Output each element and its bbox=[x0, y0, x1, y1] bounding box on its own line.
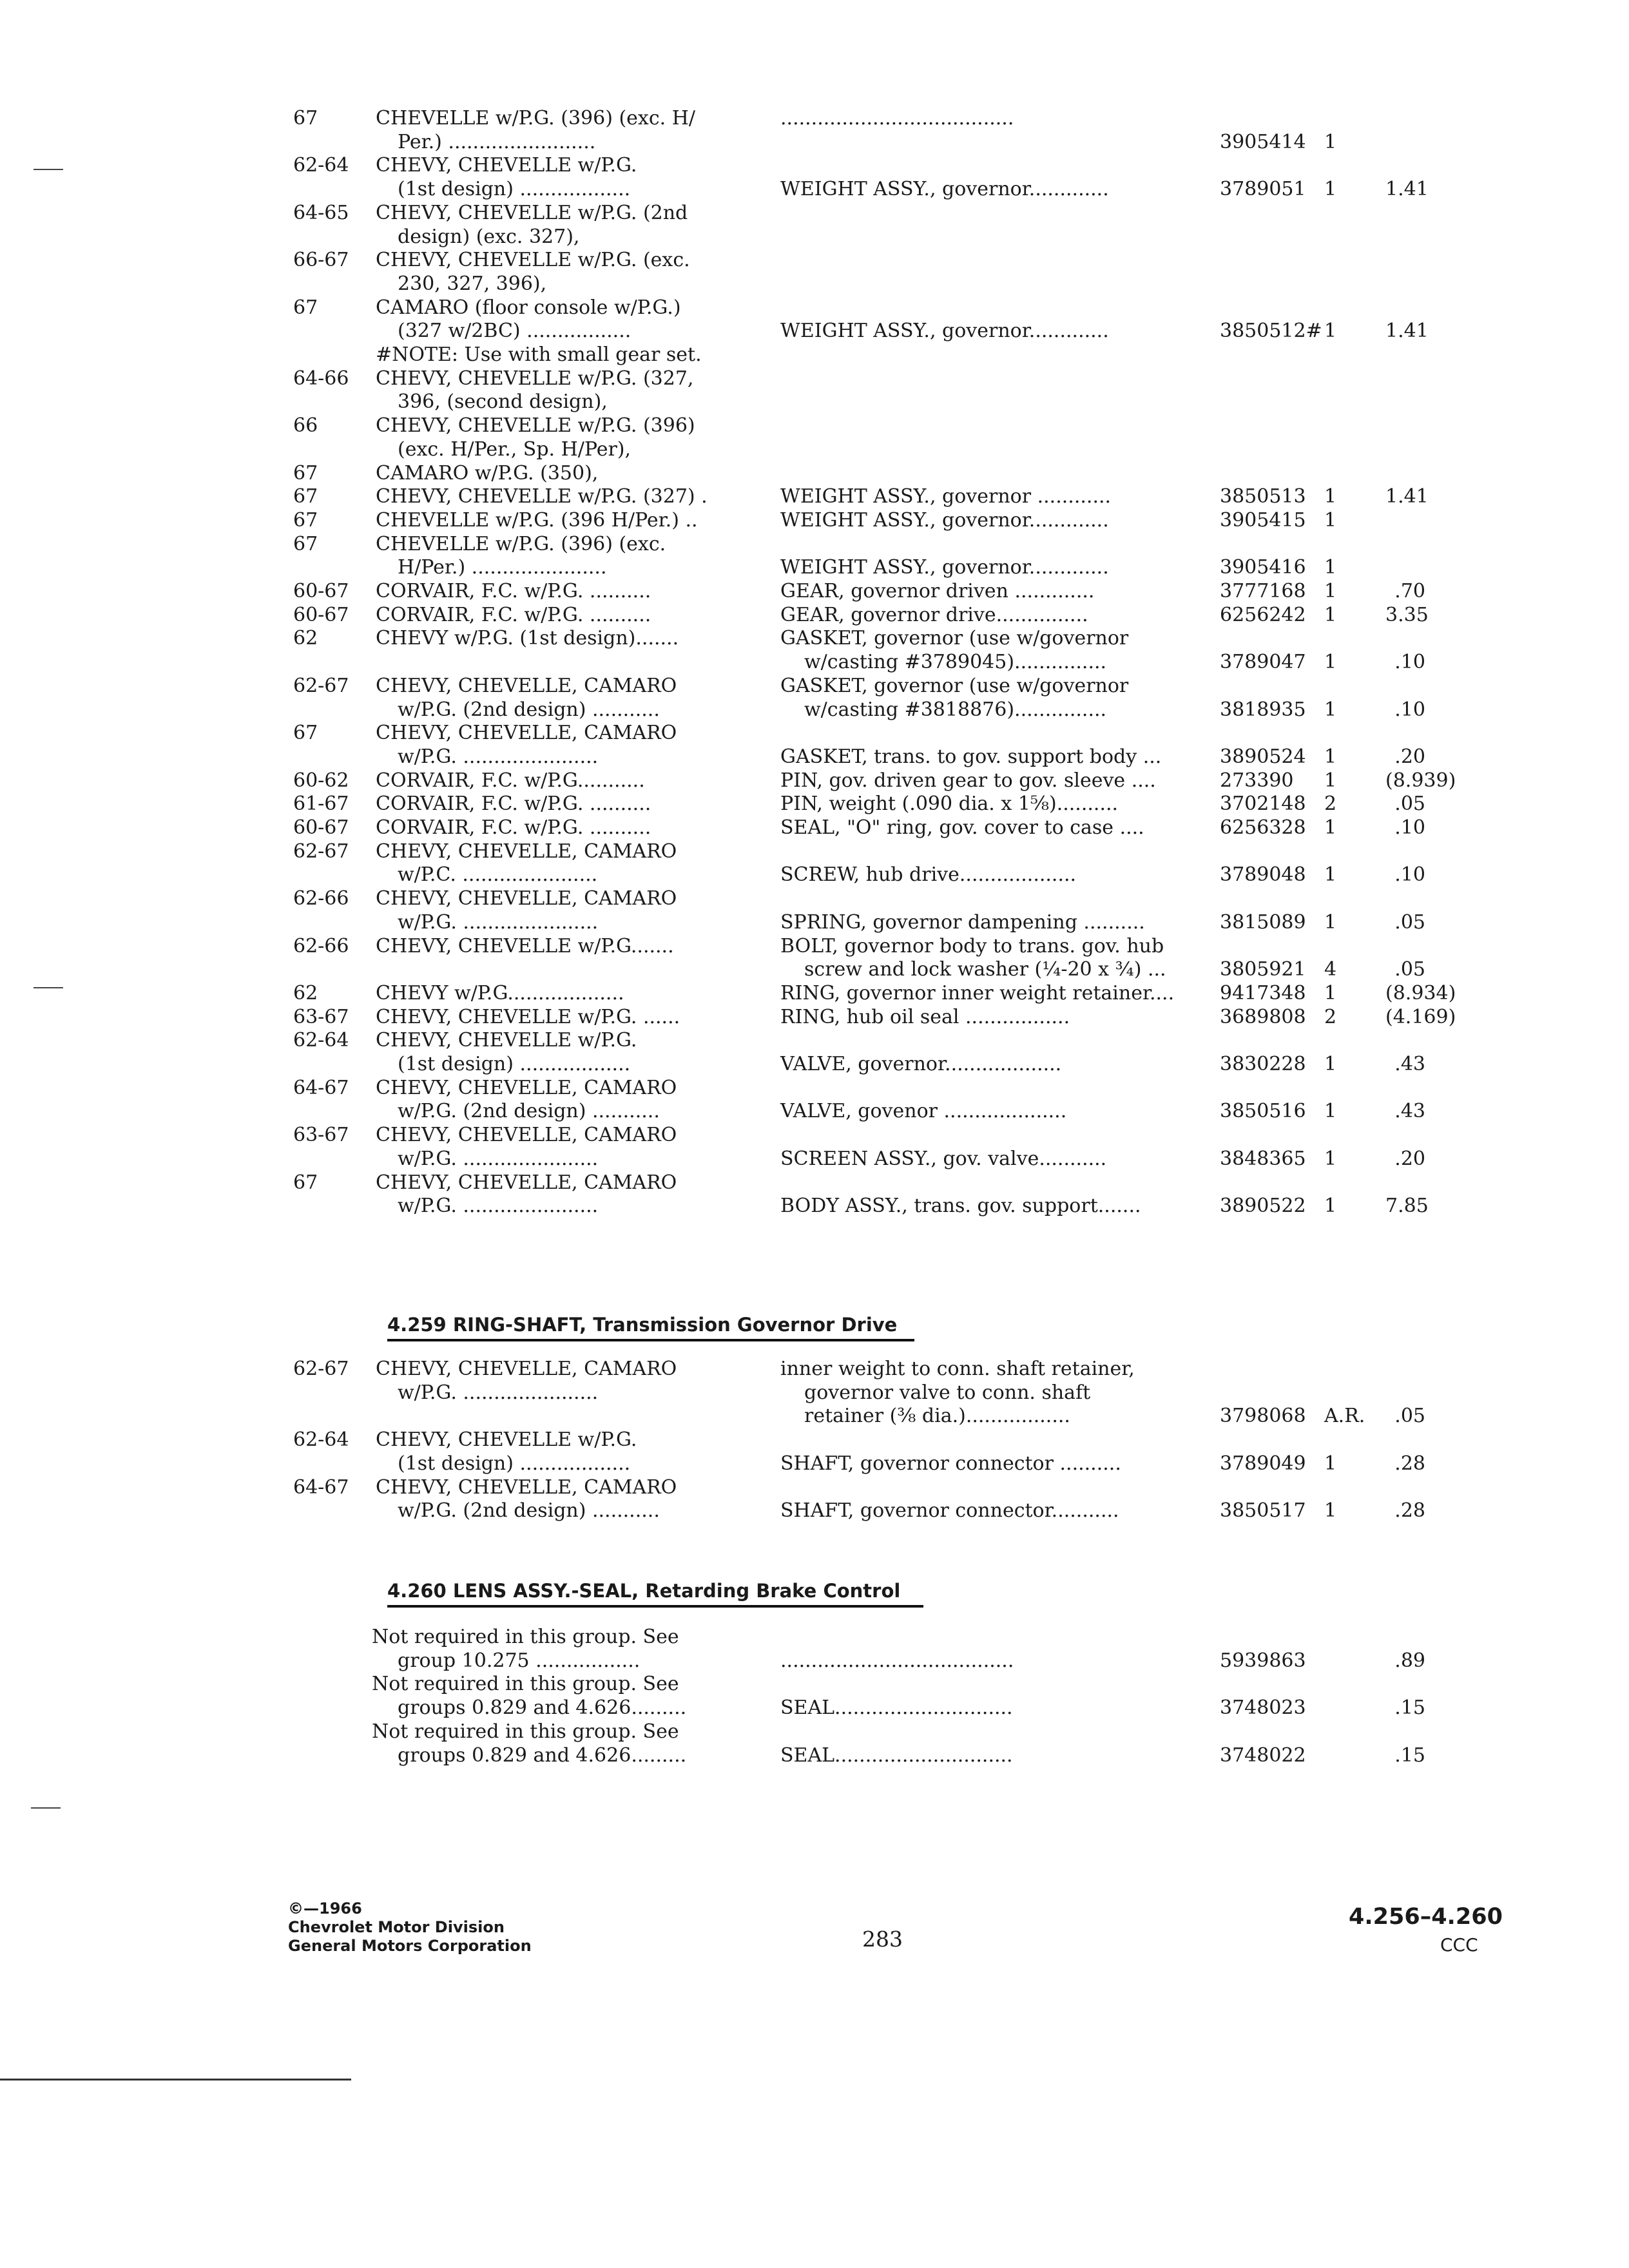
row-application: (1st design) .................. bbox=[398, 178, 631, 201]
row-quantity: 1 bbox=[1324, 910, 1337, 934]
row-year: 60-67 bbox=[293, 580, 349, 602]
row-part-number: 3905414 bbox=[1220, 130, 1306, 153]
row-quantity: 1 bbox=[1324, 981, 1337, 1004]
row-application: CORVAIR, F.C. w/P.G........... bbox=[376, 769, 645, 792]
row-part-number: 3789051 bbox=[1220, 178, 1306, 201]
row-description: retainer (⅜ dia.)................. bbox=[804, 1405, 1070, 1428]
row-part-number: 273390 bbox=[1220, 769, 1294, 792]
row-application: w/P.G. ...................... bbox=[398, 910, 599, 934]
heading-underline bbox=[387, 1605, 923, 1608]
row-year: 61-67 bbox=[293, 793, 349, 816]
row-price: 1.41 bbox=[1385, 320, 1429, 343]
row-description: PIN, gov. driven gear to gov. sleeve .... bbox=[780, 769, 1156, 792]
row-price: .10 bbox=[1394, 651, 1425, 674]
row-application: CHEVY, CHEVELLE, CAMARO bbox=[376, 1124, 677, 1147]
row-year: 67 bbox=[293, 461, 318, 485]
row-part-number: 3702148 bbox=[1220, 793, 1306, 816]
row-part-number: 3789047 bbox=[1220, 651, 1306, 674]
row-description: SEAL............................. bbox=[780, 1744, 1013, 1767]
row-application: w/P.G. ...................... bbox=[398, 1147, 599, 1170]
page-number: 283 bbox=[862, 1927, 903, 1952]
row-description: RING, hub oil seal ................. bbox=[780, 1005, 1070, 1028]
row-part-number: 3748022 bbox=[1220, 1744, 1306, 1767]
row-description: SEAL............................. bbox=[780, 1696, 1013, 1720]
row-price: .89 bbox=[1394, 1649, 1425, 1672]
row-description: WEIGHT ASSY., governor ............ bbox=[780, 485, 1112, 508]
row-price: 7.85 bbox=[1385, 1195, 1429, 1218]
row-year: 60-67 bbox=[293, 603, 349, 626]
row-application: 396, (second design), bbox=[398, 390, 608, 414]
row-application: groups 0.829 and 4.626......... bbox=[398, 1696, 687, 1720]
row-price: (8.939) bbox=[1385, 769, 1456, 792]
row-part-number: 9417348 bbox=[1220, 981, 1306, 1004]
row-year: 62-67 bbox=[293, 674, 349, 697]
row-year: 67 bbox=[293, 722, 318, 745]
row-year: 67 bbox=[293, 532, 318, 555]
row-part-number: 3905415 bbox=[1220, 508, 1306, 532]
row-price: (4.169) bbox=[1385, 1005, 1456, 1028]
row-application: CHEVY, CHEVELLE, CAMARO bbox=[376, 674, 677, 697]
row-description: inner weight to conn. shaft retainer, bbox=[780, 1358, 1135, 1380]
row-application: CHEVY, CHEVELLE w/P.G. (exc. bbox=[376, 249, 690, 272]
row-description: GASKET, trans. to gov. support body ... bbox=[780, 745, 1162, 768]
row-year: 66-67 bbox=[293, 249, 349, 272]
row-application: CHEVY, CHEVELLE w/P.G. (2nd bbox=[376, 201, 688, 224]
row-year: 63-67 bbox=[293, 1005, 349, 1028]
row-part-number: 3789049 bbox=[1220, 1452, 1306, 1475]
row-part-number: 3905416 bbox=[1220, 556, 1306, 579]
section-heading-4-259: 4.259 RING-SHAFT, Transmission Governor Drive bbox=[387, 1314, 898, 1336]
row-description: WEIGHT ASSY., governor............. bbox=[780, 178, 1109, 201]
scan-edge-line bbox=[0, 2079, 351, 2081]
row-price: .05 bbox=[1394, 793, 1425, 816]
row-description: ...................................... bbox=[780, 1649, 1014, 1672]
row-part-number: 3850512# bbox=[1220, 320, 1322, 343]
section-heading-4-260: 4.260 LENS ASSY.-SEAL, Retarding Brake Control bbox=[387, 1580, 901, 1602]
row-application: CHEVY, CHEVELLE w/P.G. bbox=[376, 154, 637, 177]
row-price: .10 bbox=[1394, 698, 1425, 721]
row-description: GASKET, governor (use w/governor bbox=[780, 627, 1129, 650]
row-description: RING, governor inner weight retainer.... bbox=[780, 981, 1175, 1004]
row-part-number: 6256242 bbox=[1220, 603, 1306, 626]
margin-mark bbox=[31, 1807, 61, 1809]
row-year: 62-66 bbox=[293, 887, 349, 910]
row-quantity: 1 bbox=[1324, 580, 1337, 602]
row-application: CAMARO (floor console w/P.G.) bbox=[376, 296, 681, 319]
row-part-number: 3815089 bbox=[1220, 910, 1306, 934]
row-application: w/P.G. (2nd design) ........... bbox=[398, 1499, 660, 1523]
row-part-number: 3850516 bbox=[1220, 1100, 1306, 1123]
row-part-number: 3848365 bbox=[1220, 1147, 1306, 1170]
row-description: BOLT, governor body to trans. gov. hub bbox=[780, 934, 1164, 957]
row-year: 62 bbox=[293, 981, 318, 1004]
row-year: 62-67 bbox=[293, 840, 349, 863]
row-part-number: 3789048 bbox=[1220, 863, 1306, 887]
row-description: w/casting #3818876)............... bbox=[804, 698, 1107, 721]
row-price: 3.35 bbox=[1385, 603, 1429, 626]
row-application: CHEVY, CHEVELLE, CAMARO bbox=[376, 1076, 677, 1099]
row-price: .05 bbox=[1394, 910, 1425, 934]
row-description: PIN, weight (.090 dia. x 1⅝).......... bbox=[780, 793, 1119, 816]
margin-mark bbox=[34, 169, 63, 170]
row-price: .20 bbox=[1394, 745, 1425, 768]
row-application: CHEVY, CHEVELLE w/P.G. ...... bbox=[376, 1005, 680, 1028]
row-part-number: 3890524 bbox=[1220, 745, 1306, 768]
row-quantity: 1 bbox=[1324, 1147, 1337, 1170]
row-description: VALVE, govenor .................... bbox=[780, 1100, 1067, 1123]
row-description: screw and lock washer (¼-20 x ¾) ... bbox=[804, 958, 1166, 981]
row-year: 64-67 bbox=[293, 1076, 349, 1099]
row-quantity: 1 bbox=[1324, 1053, 1337, 1075]
row-quantity: 1 bbox=[1324, 1499, 1337, 1523]
copyright-line-3: General Motors Corporation bbox=[288, 1937, 532, 1955]
row-application: w/P.G. ...................... bbox=[398, 1381, 599, 1404]
row-year: 62-64 bbox=[293, 154, 349, 177]
row-quantity: 1 bbox=[1324, 320, 1337, 343]
row-year: 63-67 bbox=[293, 1124, 349, 1147]
row-application: CORVAIR, F.C. w/P.G. .......... bbox=[376, 816, 651, 839]
row-application: w/P.G. ...................... bbox=[398, 745, 599, 768]
row-quantity: 1 bbox=[1324, 1100, 1337, 1123]
row-application: CHEVY, CHEVELLE w/P.G. (327) . bbox=[376, 485, 708, 508]
row-application: w/P.G. (2nd design) ........... bbox=[398, 1100, 660, 1123]
copyright-line-1: ©—1966 bbox=[288, 1899, 362, 1917]
row-application: CHEVY, CHEVELLE w/P.G....... bbox=[376, 934, 674, 957]
row-application: w/P.C. ...................... bbox=[398, 863, 598, 887]
row-quantity: 1 bbox=[1324, 508, 1337, 532]
row-application: CHEVY, CHEVELLE, CAMARO bbox=[376, 1358, 677, 1380]
row-description: SHAFT, governor connector........... bbox=[780, 1499, 1119, 1523]
row-quantity: 1 bbox=[1324, 130, 1337, 153]
row-price: .28 bbox=[1394, 1452, 1425, 1475]
row-application: CHEVY, CHEVELLE, CAMARO bbox=[376, 1171, 677, 1194]
row-year: 62-64 bbox=[293, 1029, 349, 1052]
copyright-line-2: Chevrolet Motor Division bbox=[288, 1918, 505, 1936]
row-year: 67 bbox=[293, 508, 318, 532]
row-application: w/P.G. ...................... bbox=[398, 1195, 599, 1218]
row-application: CHEVELLE w/P.G. (396) (exc. bbox=[376, 532, 666, 555]
row-description: WEIGHT ASSY., governor............. bbox=[780, 556, 1109, 579]
row-description: SEAL, "O" ring, gov. cover to case .... bbox=[780, 816, 1144, 839]
row-year: 62 bbox=[293, 627, 318, 650]
row-part-number: 6256328 bbox=[1220, 816, 1306, 839]
row-description: w/casting #3789045)............... bbox=[804, 651, 1107, 674]
row-price: .43 bbox=[1394, 1053, 1425, 1075]
row-price: .15 bbox=[1394, 1744, 1425, 1767]
row-application: (1st design) .................. bbox=[398, 1452, 631, 1475]
heading-underline bbox=[387, 1339, 914, 1341]
row-part-number: 3850517 bbox=[1220, 1499, 1306, 1523]
row-application: H/Per.) ...................... bbox=[398, 556, 607, 579]
row-application: CHEVY, CHEVELLE w/P.G. bbox=[376, 1029, 637, 1052]
row-description: GEAR, governor drive............... bbox=[780, 603, 1088, 626]
row-application: Not required in this group. See bbox=[372, 1673, 679, 1696]
row-description: ...................................... bbox=[780, 107, 1014, 130]
row-price: .05 bbox=[1394, 958, 1425, 981]
row-application: CHEVY, CHEVELLE, CAMARO bbox=[376, 722, 677, 745]
row-year: 60-62 bbox=[293, 769, 349, 792]
row-application: CORVAIR, F.C. w/P.G. .......... bbox=[376, 603, 651, 626]
row-application: CHEVELLE w/P.G. (396 H/Per.) .. bbox=[376, 508, 698, 532]
row-application: #NOTE: Use with small gear set. bbox=[376, 343, 702, 366]
row-year: 64-66 bbox=[293, 367, 349, 390]
row-quantity: 1 bbox=[1324, 745, 1337, 768]
row-application: Per.) ........................ bbox=[398, 130, 596, 153]
row-year: 62-67 bbox=[293, 1358, 349, 1380]
section-code: CCC bbox=[1440, 1934, 1478, 1956]
row-year: 67 bbox=[293, 485, 318, 508]
row-description: SCREW, hub drive................... bbox=[780, 863, 1077, 887]
row-quantity: 1 bbox=[1324, 1452, 1337, 1475]
row-price: .05 bbox=[1394, 1405, 1425, 1428]
row-year: 67 bbox=[293, 107, 318, 130]
row-application: CORVAIR, F.C. w/P.G. .......... bbox=[376, 580, 651, 602]
row-year: 64-65 bbox=[293, 201, 349, 224]
row-description: WEIGHT ASSY., governor............. bbox=[780, 508, 1109, 532]
row-application: CHEVY w/P.G. (1st design)....... bbox=[376, 627, 679, 650]
row-application: Not required in this group. See bbox=[372, 1720, 679, 1743]
row-quantity: 2 bbox=[1324, 1005, 1337, 1028]
row-year: 60-67 bbox=[293, 816, 349, 839]
row-part-number: 3689808 bbox=[1220, 1005, 1306, 1028]
row-year: 62-64 bbox=[293, 1428, 349, 1452]
row-quantity: 1 bbox=[1324, 556, 1337, 579]
row-quantity: 2 bbox=[1324, 793, 1337, 816]
row-part-number: 3830228 bbox=[1220, 1053, 1306, 1075]
row-quantity: 1 bbox=[1324, 651, 1337, 674]
row-description: GEAR, governor driven ............. bbox=[780, 580, 1095, 602]
row-application: CHEVY, CHEVELLE, CAMARO bbox=[376, 887, 677, 910]
row-application: CHEVELLE w/P.G. (396) (exc. H/ bbox=[376, 107, 695, 130]
margin-mark bbox=[34, 987, 63, 988]
row-application: (327 w/2BC) ................. bbox=[398, 320, 631, 343]
row-price: (8.934) bbox=[1385, 981, 1456, 1004]
row-part-number: 3818935 bbox=[1220, 698, 1306, 721]
row-part-number: 5939863 bbox=[1220, 1649, 1306, 1672]
row-application: (1st design) .................. bbox=[398, 1053, 631, 1075]
row-description: GASKET, governor (use w/governor bbox=[780, 674, 1129, 697]
row-price: .15 bbox=[1394, 1696, 1425, 1720]
row-description: SCREEN ASSY., gov. valve........... bbox=[780, 1147, 1107, 1170]
row-quantity: 1 bbox=[1324, 769, 1337, 792]
row-quantity: 1 bbox=[1324, 485, 1337, 508]
row-year: 67 bbox=[293, 296, 318, 319]
row-quantity: 1 bbox=[1324, 863, 1337, 887]
row-application: groups 0.829 and 4.626......... bbox=[398, 1744, 687, 1767]
row-price: 1.41 bbox=[1385, 178, 1429, 201]
row-description: WEIGHT ASSY., governor............. bbox=[780, 320, 1109, 343]
row-application: CHEVY, CHEVELLE, CAMARO bbox=[376, 1475, 677, 1499]
row-part-number: 3777168 bbox=[1220, 580, 1306, 602]
row-quantity: 1 bbox=[1324, 816, 1337, 839]
row-quantity: 1 bbox=[1324, 1195, 1337, 1218]
row-application: CHEVY, CHEVELLE w/P.G. bbox=[376, 1428, 637, 1452]
row-application: CORVAIR, F.C. w/P.G. .......... bbox=[376, 793, 651, 816]
row-description: SHAFT, governor connector .......... bbox=[780, 1452, 1121, 1475]
row-description: VALVE, governor................... bbox=[780, 1053, 1062, 1075]
row-price: .10 bbox=[1394, 816, 1425, 839]
row-price: .10 bbox=[1394, 863, 1425, 887]
row-description: BODY ASSY., trans. gov. support....... bbox=[780, 1195, 1141, 1218]
row-quantity: 4 bbox=[1324, 958, 1337, 981]
row-price: .43 bbox=[1394, 1100, 1425, 1123]
row-description: SPRING, governor dampening .......... bbox=[780, 910, 1145, 934]
row-application: w/P.G. (2nd design) ........... bbox=[398, 698, 660, 721]
row-year: 66 bbox=[293, 414, 318, 437]
row-price: .28 bbox=[1394, 1499, 1425, 1523]
row-application: 230, 327, 396), bbox=[398, 272, 547, 295]
row-application: design) (exc. 327), bbox=[398, 225, 580, 248]
row-price: .70 bbox=[1394, 580, 1425, 602]
row-application: CHEVY, CHEVELLE w/P.G. (327, bbox=[376, 367, 694, 390]
row-application: CHEVY, CHEVELLE, CAMARO bbox=[376, 840, 677, 863]
row-part-number: 3850513 bbox=[1220, 485, 1306, 508]
row-quantity: 1 bbox=[1324, 603, 1337, 626]
row-part-number: 3748023 bbox=[1220, 1696, 1306, 1720]
row-year: 64-67 bbox=[293, 1475, 349, 1499]
row-price: 1.41 bbox=[1385, 485, 1429, 508]
row-price: .20 bbox=[1394, 1147, 1425, 1170]
row-year: 67 bbox=[293, 1171, 318, 1194]
row-description: governor valve to conn. shaft bbox=[804, 1381, 1091, 1404]
row-application: (exc. H/Per., Sp. H/Per), bbox=[398, 437, 631, 461]
row-part-number: 3805921 bbox=[1220, 958, 1306, 981]
row-application: Not required in this group. See bbox=[372, 1626, 679, 1648]
row-year: 62-66 bbox=[293, 934, 349, 957]
row-application: CHEVY w/P.G................... bbox=[376, 981, 624, 1004]
section-range: 4.256–4.260 bbox=[1349, 1904, 1503, 1930]
row-part-number: 3798068 bbox=[1220, 1405, 1306, 1428]
row-application: CHEVY, CHEVELLE w/P.G. (396) bbox=[376, 414, 695, 437]
row-application: CAMARO w/P.G. (350), bbox=[376, 461, 599, 485]
row-application: group 10.275 ................. bbox=[398, 1649, 641, 1672]
row-quantity: 1 bbox=[1324, 698, 1337, 721]
row-part-number: 3890522 bbox=[1220, 1195, 1306, 1218]
row-quantity: 1 bbox=[1324, 178, 1337, 201]
row-quantity: A.R. bbox=[1324, 1405, 1365, 1428]
